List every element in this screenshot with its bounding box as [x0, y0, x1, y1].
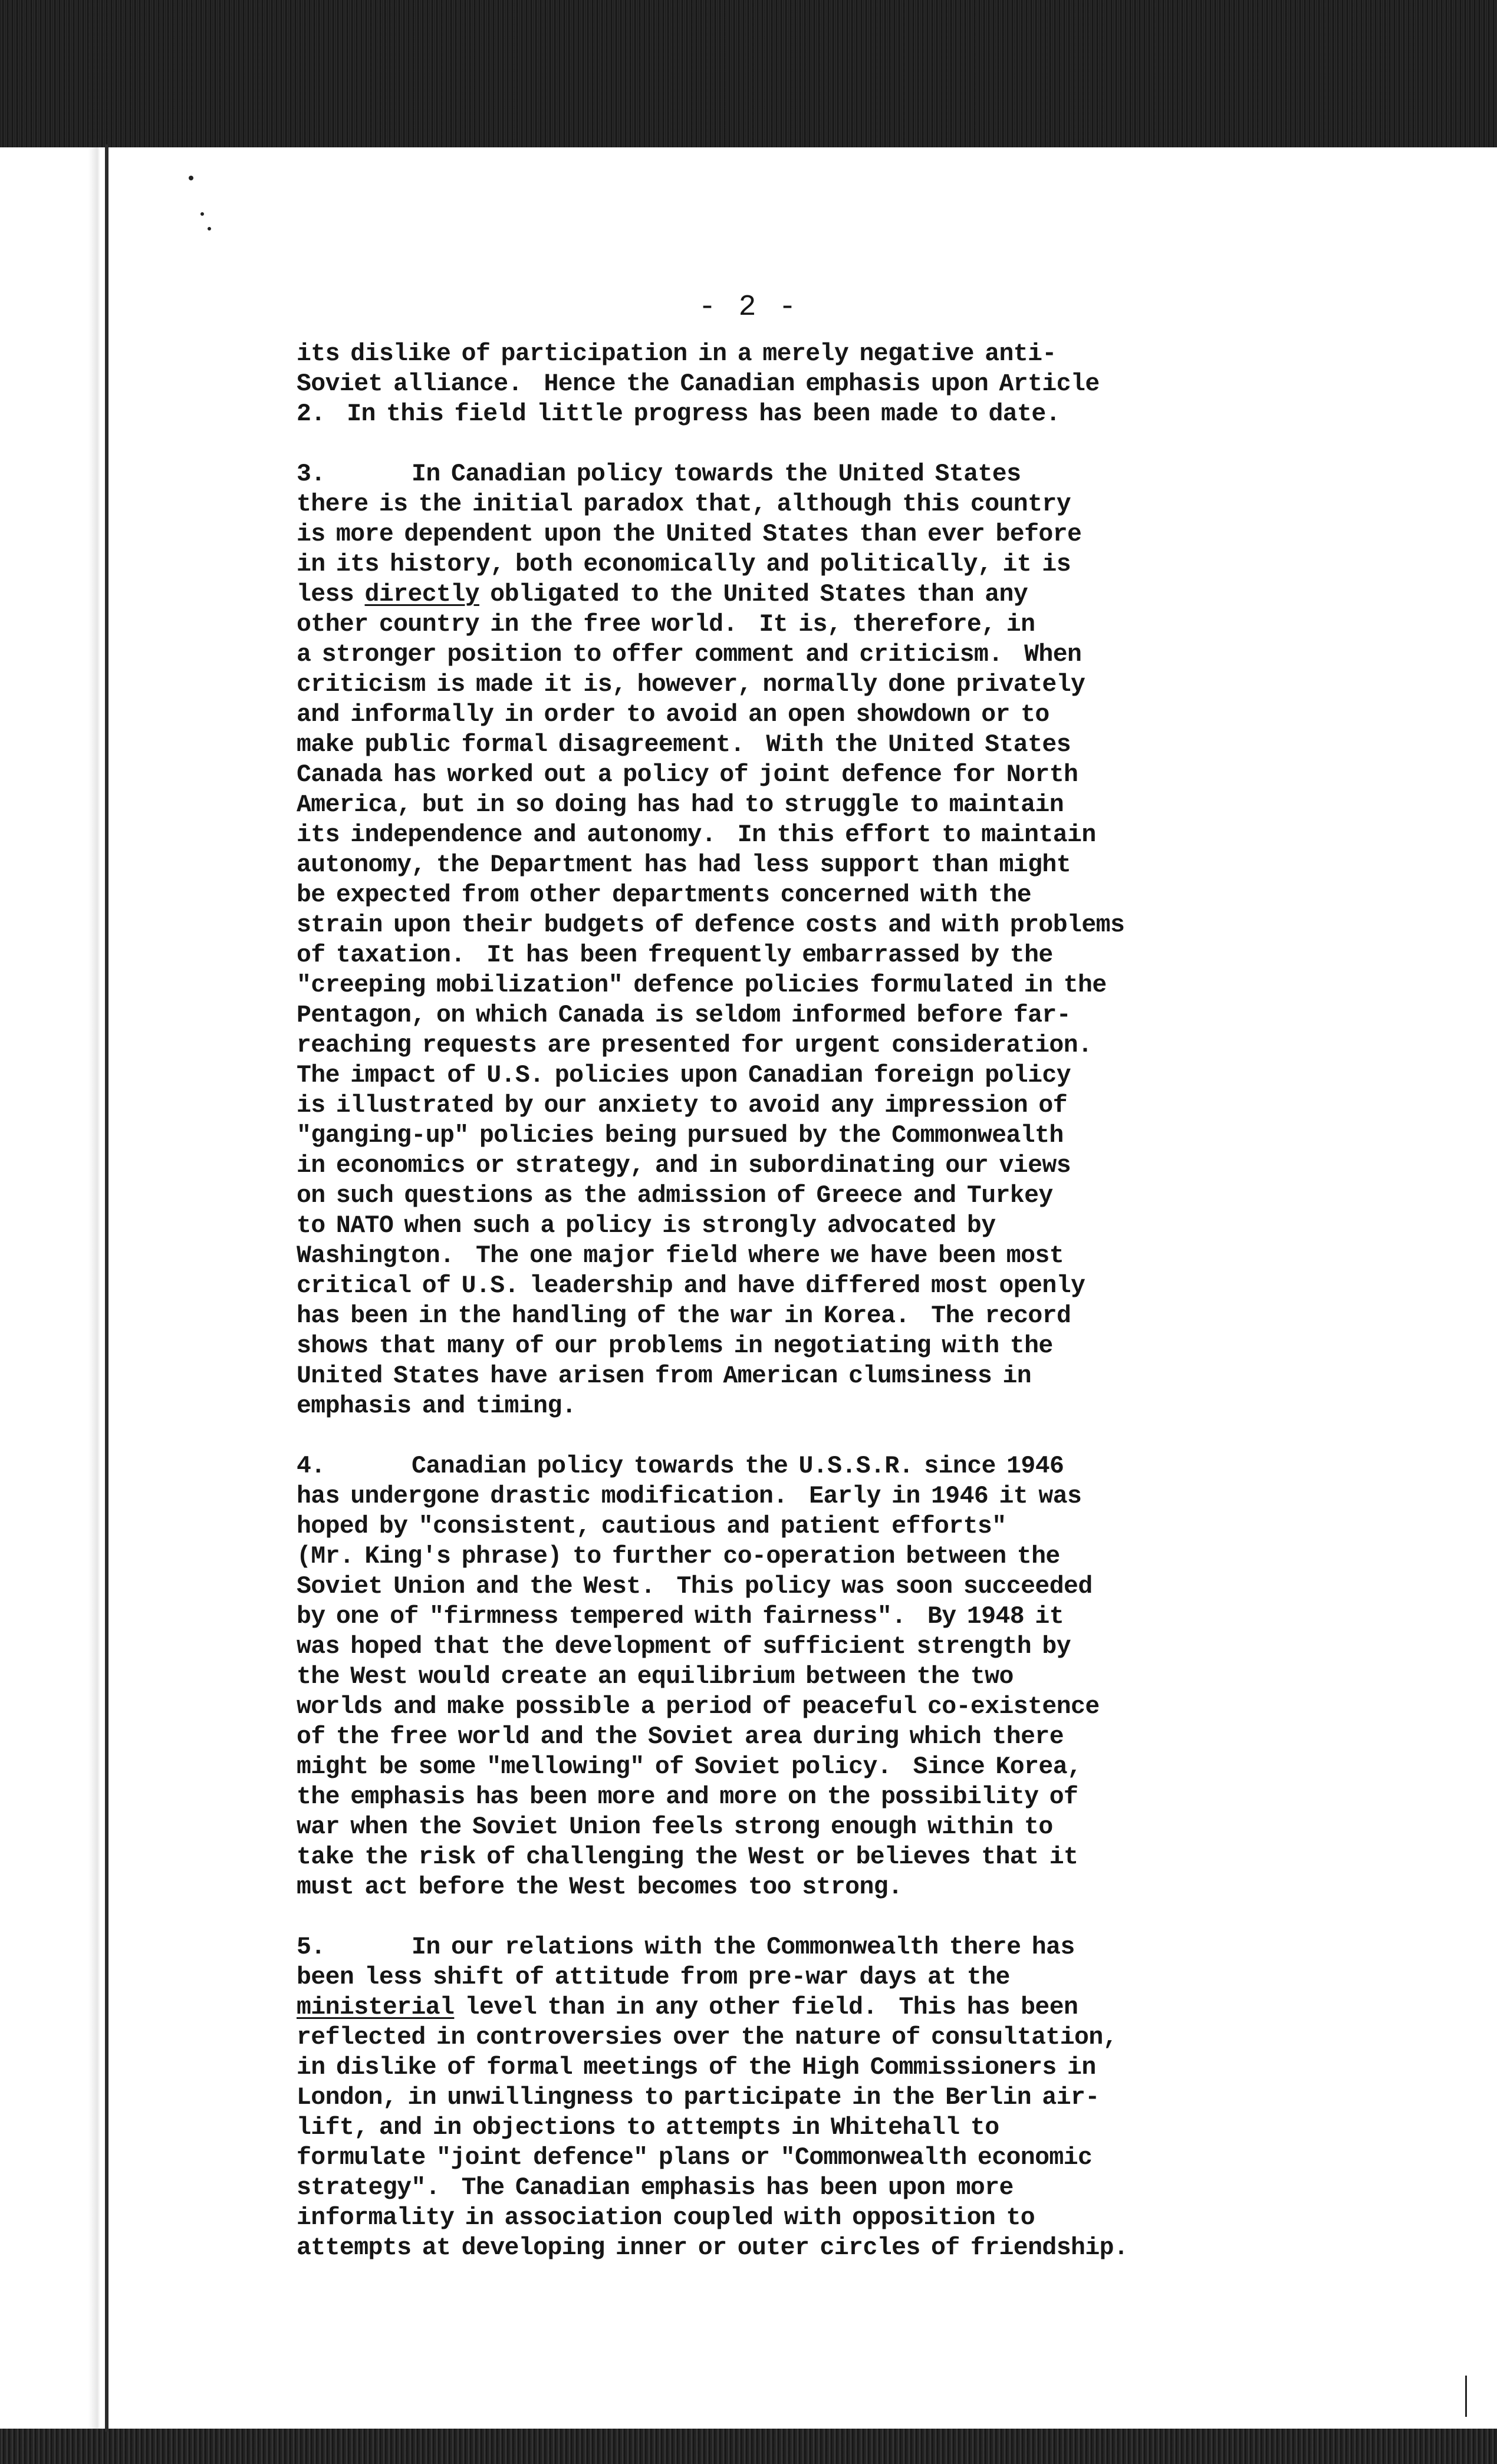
text-line	[297, 880, 1446, 910]
paragraph-gap	[297, 429, 1446, 459]
text-line	[297, 1000, 1446, 1030]
line-text: must act before the West becomes too strong.	[297, 1873, 903, 1901]
line-text: reaching requests are presented for urgent consideration.	[297, 1032, 1093, 1059]
text-line	[297, 670, 1446, 700]
underlined-word: ministerial	[297, 1994, 455, 2021]
text-line	[297, 1692, 1446, 1722]
text-line	[297, 2053, 1446, 2083]
text-line	[297, 459, 1446, 489]
text-line	[297, 489, 1446, 519]
line-text: criticism is made it is, however, normally done privately	[297, 671, 1085, 699]
text-line	[297, 910, 1446, 940]
text-line	[297, 2113, 1446, 2143]
line-text: war when the Soviet Union feels strong enough within to	[297, 1813, 1053, 1841]
line-text: worlds and make possible a period of peaceful co-existence	[297, 1693, 1100, 1721]
line-text: lift, and in objections to attempts in Whitehall to	[297, 2114, 999, 2142]
line-text: make public formal disagreement. With the United States	[297, 731, 1071, 759]
scan-margin	[0, 0, 100, 2464]
text-line	[297, 519, 1446, 549]
line-text: obligated to the United States than any	[479, 581, 1028, 608]
text-line	[297, 2233, 1446, 2263]
page-corner-mark	[1465, 2376, 1472, 2417]
text-line	[297, 1842, 1446, 1872]
line-text: might be some "mellowing" of Soviet policy. Since Korea,	[297, 1753, 1082, 1781]
text-line	[297, 1151, 1446, 1181]
line-text: 3. In Canadian policy towards the United States	[297, 460, 1021, 488]
text-line	[297, 610, 1446, 640]
paragraph-gap	[297, 1902, 1446, 1932]
text-line	[297, 1331, 1446, 1361]
text-line	[297, 2173, 1446, 2203]
text-line	[297, 1992, 1446, 2022]
document-body	[297, 339, 1446, 2263]
text-line	[297, 1872, 1446, 1902]
scan-speck	[208, 227, 211, 230]
text-line	[297, 1932, 1446, 1962]
line-text: formulate "joint defence" plans or "Commonwealth economic	[297, 2144, 1093, 2172]
line-text: take the risk of challenging the West or believes that it	[297, 1843, 1078, 1871]
text-line	[297, 940, 1446, 970]
text-line	[297, 1391, 1446, 1421]
text-line	[297, 2203, 1446, 2233]
line-text: in its history, both economically and politically, it is	[297, 551, 1071, 578]
line-text: autonomy, the Department has had less support than might	[297, 851, 1071, 879]
text-line	[297, 1091, 1446, 1121]
line-text: be expected from other departments concerned with the	[297, 881, 1032, 909]
text-line	[297, 399, 1446, 429]
line-text: other country in the free world. It is, therefore, in	[297, 611, 1035, 638]
line-text: its dislike of participation in a merely negative anti-	[297, 340, 1057, 368]
line-text: less	[297, 581, 365, 608]
text-line	[297, 1511, 1446, 1541]
line-text: Soviet alliance. Hence the Canadian emphasis upon Article	[297, 370, 1100, 398]
line-text: is illustrated by our anxiety to avoid any impression of	[297, 1092, 1068, 1119]
scan-speck	[200, 212, 204, 216]
line-text: has undergone drastic modification. Early in 1946 it was	[297, 1483, 1082, 1510]
text-line	[297, 1752, 1446, 1782]
text-line	[297, 1271, 1446, 1301]
line-text: strain upon their budgets of defence costs and with problems	[297, 911, 1125, 939]
line-text: London, in unwillingness to participate in the Berlin air-	[297, 2084, 1100, 2111]
line-text: emphasis and timing.	[297, 1392, 577, 1420]
paragraph-gap	[297, 1421, 1446, 1451]
text-line	[297, 1301, 1446, 1331]
line-text: in dislike of formal meetings of the High Commissioners in	[297, 2054, 1096, 2081]
line-text: shows that many of our problems in negotiating with the	[297, 1332, 1053, 1360]
line-text: reflected in controversies over the nature of consultation,	[297, 2024, 1117, 2051]
line-text: on such questions as the admission of Greece and Turkey	[297, 1182, 1053, 1210]
line-text: by one of "firmness tempered with fairness". By 1948 it	[297, 1603, 1064, 1630]
text-line	[297, 1121, 1446, 1151]
text-line	[297, 1632, 1446, 1662]
text-line	[297, 640, 1446, 670]
line-text: 2. In this field little progress has been made to date.	[297, 400, 1061, 428]
scan-top-border	[0, 0, 1497, 147]
page-number: - 2 -	[698, 291, 799, 324]
line-text: United States have arisen from American clumsiness in	[297, 1362, 1032, 1390]
text-line	[297, 790, 1446, 820]
line-text: of the free world and the Soviet area during which there	[297, 1723, 1064, 1751]
text-line	[297, 2143, 1446, 2173]
text-line	[297, 1181, 1446, 1211]
line-text: The impact of U.S. policies upon Canadian foreign policy	[297, 1062, 1071, 1089]
line-text: "creeping mobilization" defence policies formulated in the	[297, 971, 1107, 999]
text-line	[297, 1782, 1446, 1812]
text-line	[297, 1481, 1446, 1511]
line-text: 4. Canadian policy towards the U.S.S.R. since 1946	[297, 1452, 1064, 1480]
line-text: hoped by "consistent, cautious and patient efforts"	[297, 1513, 1006, 1540]
text-line	[297, 1572, 1446, 1602]
text-line	[297, 1211, 1446, 1241]
line-text: strategy". The Canadian emphasis has been upon more	[297, 2174, 1014, 2202]
text-line	[297, 820, 1446, 850]
text-line	[297, 1451, 1446, 1481]
line-text: is more dependent upon the United States than ever before	[297, 521, 1082, 548]
text-line	[297, 1662, 1446, 1692]
text-line	[297, 2083, 1446, 2113]
text-line	[297, 1722, 1446, 1752]
line-text: (Mr. King's phrase) to further co-operation between the	[297, 1543, 1060, 1570]
scan-bottom-border	[0, 2429, 1497, 2464]
text-line	[297, 1962, 1446, 1992]
text-line	[297, 339, 1446, 369]
line-text: Soviet Union and the West. This policy was soon succeeded	[297, 1573, 1093, 1600]
text-line	[297, 1541, 1446, 1572]
line-text: its independence and autonomy. In this effort to maintain	[297, 821, 1096, 849]
line-text: Canada has worked out a policy of joint defence for North	[297, 761, 1078, 789]
text-line	[297, 579, 1446, 610]
line-text: Washington. The one major field where we have been most	[297, 1242, 1064, 1270]
paper-edge	[105, 144, 108, 2432]
line-text: in economics or strategy, and in subordinating our views	[297, 1152, 1071, 1180]
text-line	[297, 1812, 1446, 1842]
line-text: of taxation. It has been frequently embarrassed by the	[297, 941, 1053, 969]
line-text: the emphasis has been more and more on the possibility of	[297, 1783, 1078, 1811]
text-line	[297, 2022, 1446, 2053]
text-line	[297, 970, 1446, 1000]
text-line	[297, 730, 1446, 760]
text-line	[297, 549, 1446, 579]
underlined-word: directly	[364, 581, 479, 608]
line-text: 5. In our relations with the Commonwealth there has	[297, 1933, 1075, 1961]
text-line	[297, 700, 1446, 730]
line-text: the West would create an equilibrium between the two	[297, 1663, 1014, 1691]
text-line	[297, 1030, 1446, 1060]
text-line	[297, 850, 1446, 880]
line-text: critical of U.S. leadership and have differed most openly	[297, 1272, 1085, 1300]
line-text: to NATO when such a policy is strongly advocated by	[297, 1212, 996, 1240]
line-text: there is the initial paradox that, although this country	[297, 490, 1071, 518]
line-text: was hoped that the development of sufficient strength by	[297, 1633, 1071, 1661]
text-line	[297, 1060, 1446, 1091]
line-text: attempts at developing inner or outer circles of friendship.	[297, 2234, 1128, 2262]
text-line	[297, 1602, 1446, 1632]
line-text: a stronger position to offer comment and criticism. When	[297, 641, 1082, 668]
line-text: Pentagon, on which Canada is seldom informed before far-	[297, 1002, 1071, 1029]
text-line	[297, 1241, 1446, 1271]
text-line	[297, 1361, 1446, 1391]
line-text: and informally in order to avoid an open showdown or to	[297, 701, 1049, 729]
line-text: has been in the handling of the war in Korea. The record	[297, 1302, 1071, 1330]
line-text: America, but in so doing has had to struggle to maintain	[297, 791, 1064, 819]
line-text: been less shift of attitude from pre-war days at the	[297, 1964, 1010, 1991]
line-text: informality in association coupled with opposition to	[297, 2204, 1035, 2232]
line-text: level than in any other field. This has been	[454, 1994, 1078, 2021]
line-text: "ganging-up" policies being pursued by the Commonwealth	[297, 1122, 1064, 1149]
text-line	[297, 369, 1446, 399]
scan-speck	[189, 176, 193, 180]
text-line	[297, 760, 1446, 790]
